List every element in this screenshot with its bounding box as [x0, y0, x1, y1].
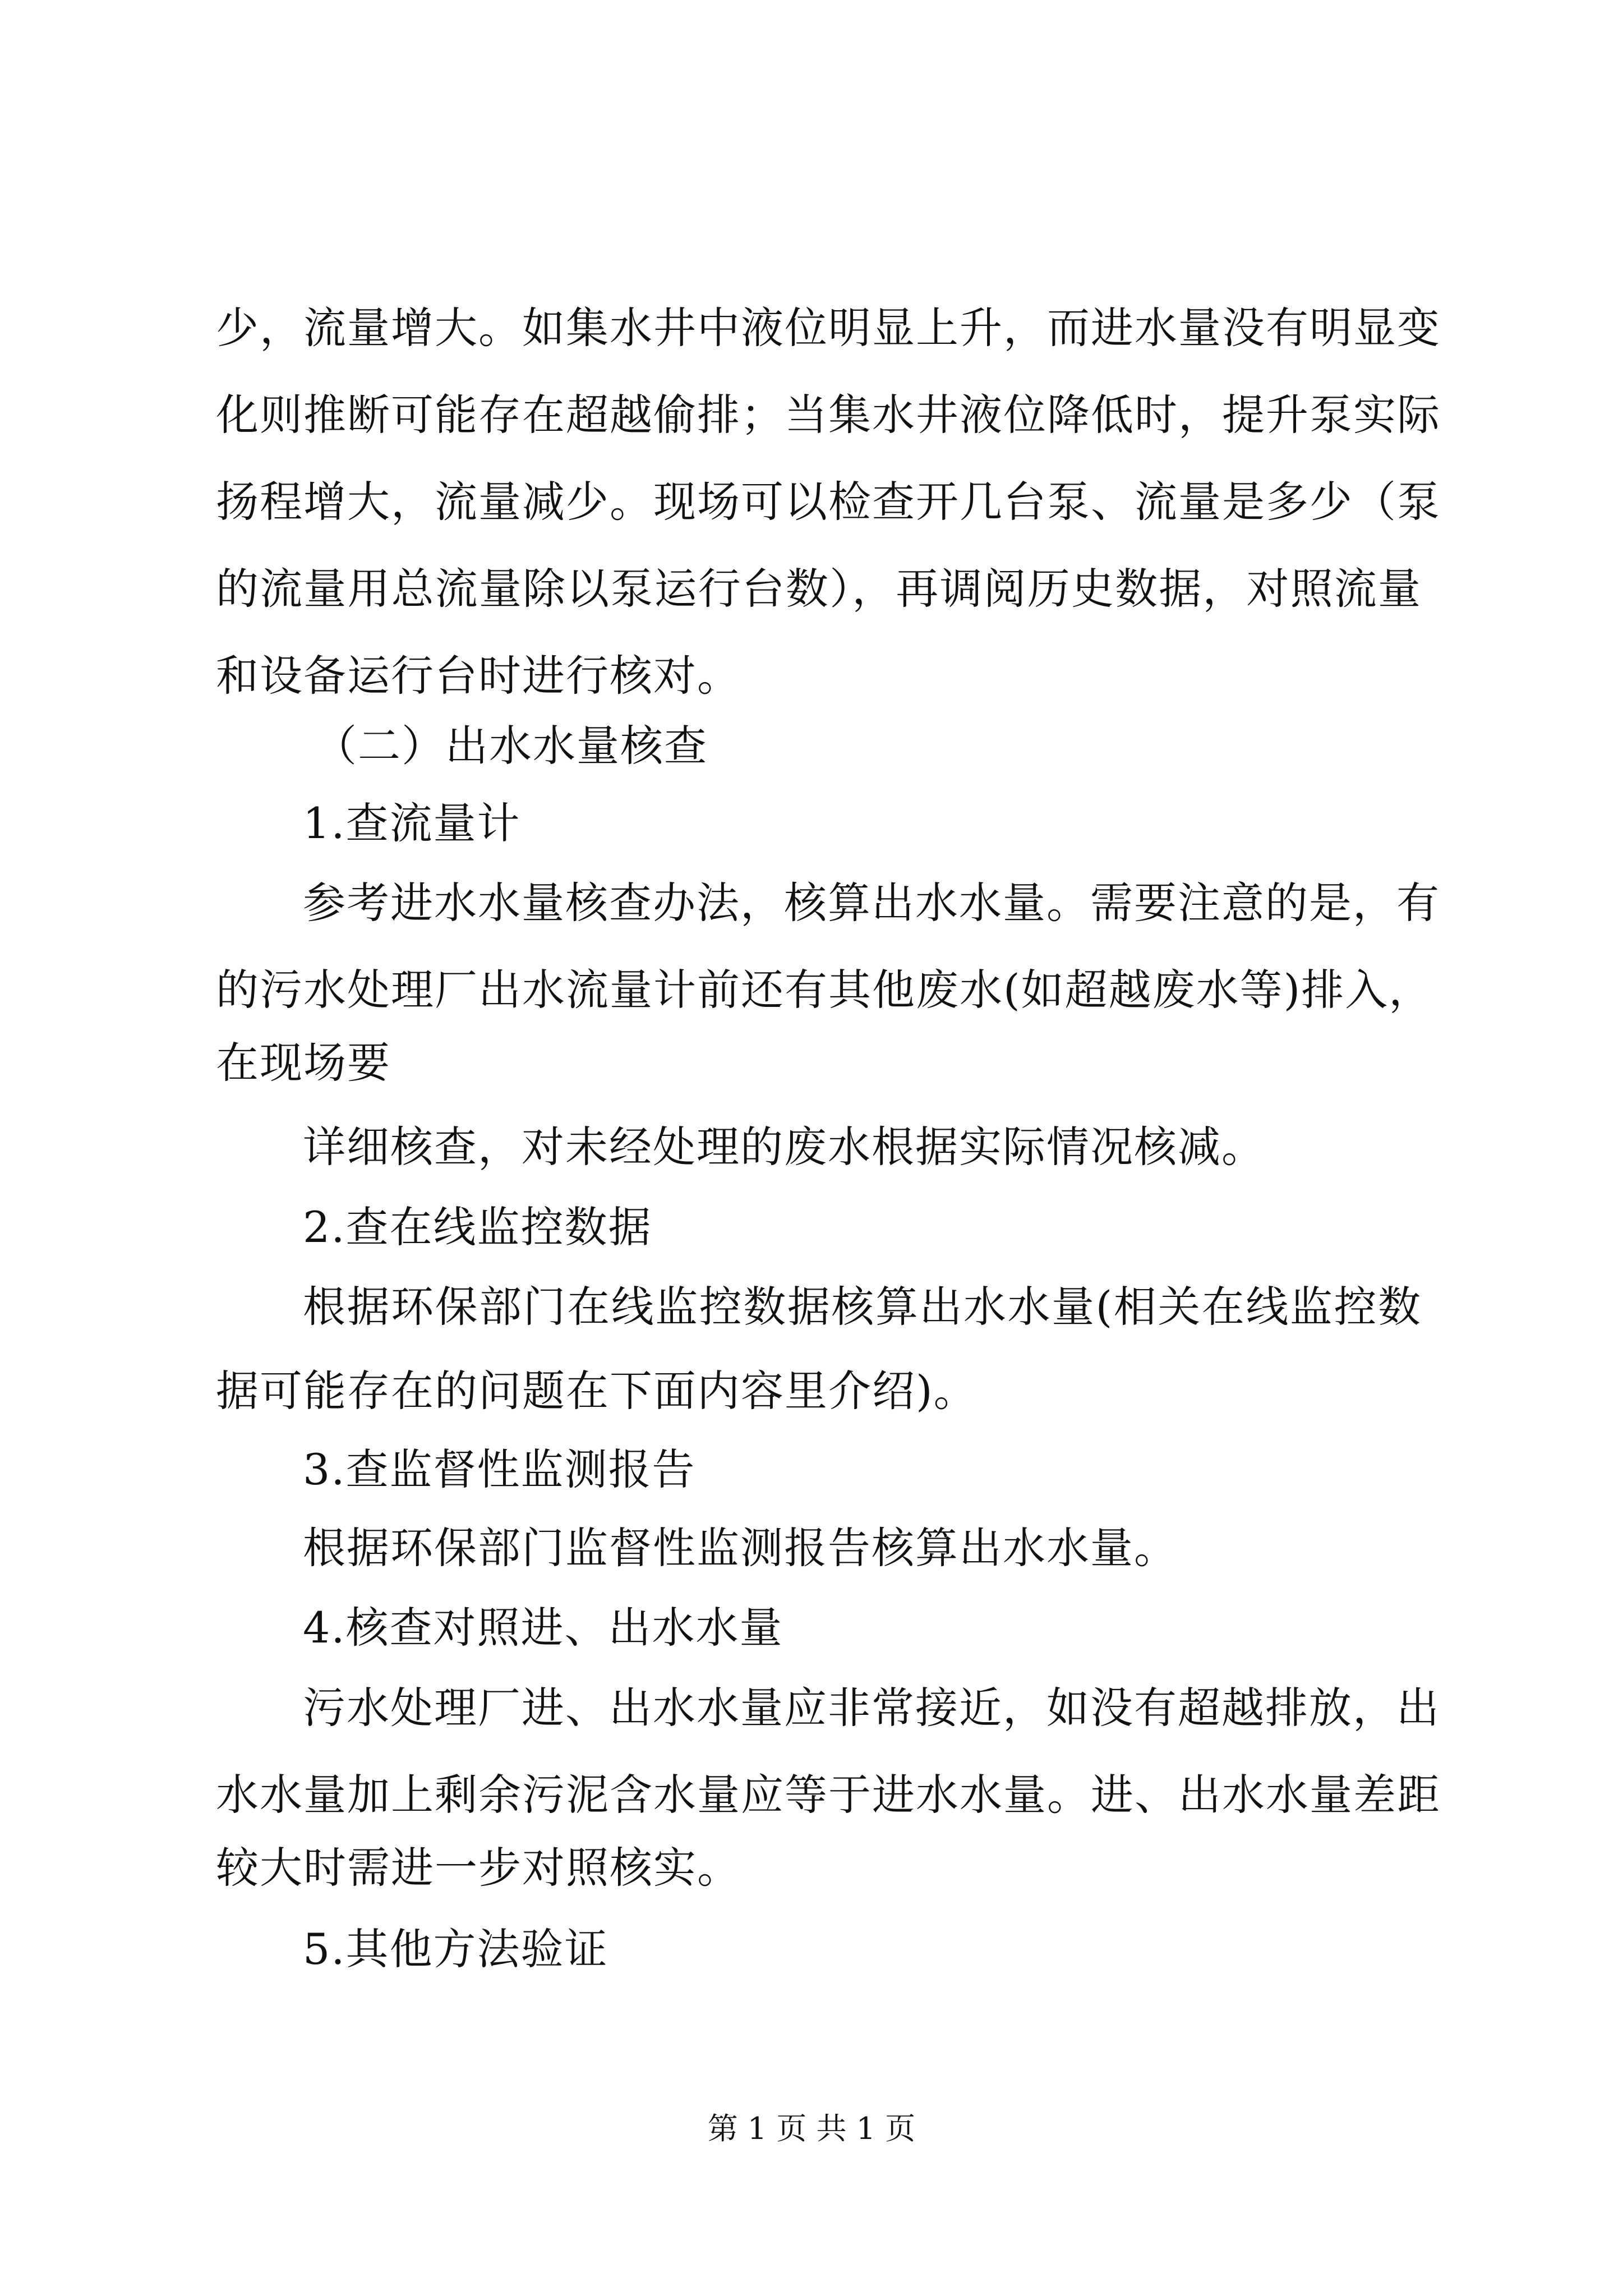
- paragraph-line: 据可能存在的问题在下面内容里介绍)。: [216, 1366, 978, 1416]
- paragraph-line: 较大时需进一步对照核实。: [216, 1843, 741, 1893]
- paragraph-line: 根据环保部门在线监控数据核算出水水量(相关在线监控数: [303, 1282, 1422, 1332]
- paragraph-line: 污水处理厂进、出水水量应非常接近，如没有超越排放，出: [303, 1683, 1440, 1733]
- paragraph-line: 和设备运行台时进行核对。: [216, 651, 741, 701]
- subsection-heading: 2.查在线监控数据: [303, 1202, 652, 1252]
- subsection-heading: 3.查监督性监测报告: [303, 1444, 696, 1494]
- paragraph-line: 化则推断可能存在超越偷排；当集水井液位降低时，提升泵实际: [216, 390, 1441, 440]
- paragraph-line: 少，流量增大。如集水井中液位明显上升，而进水量没有明显变: [216, 303, 1441, 353]
- subsection-heading: 4.核查对照进、出水水量: [303, 1603, 783, 1653]
- page-footer: 第 1 页 共 1 页: [707, 2111, 916, 2146]
- paragraph-line: 水水量加上剩余污泥含水量应等于进水水量。进、出水水量差距: [216, 1770, 1441, 1820]
- paragraph-line: 在现场要: [216, 1038, 391, 1088]
- section-heading: （二）出水水量核查: [314, 721, 708, 771]
- paragraph-line: 根据环保部门监督性监测报告核算出水水量。: [303, 1523, 1178, 1573]
- paragraph-line: 的流量用总流量除以泵运行台数），再调阅历史数据，对照流量: [216, 564, 1422, 614]
- paragraph-line: 详细核查，对未经处理的废水根据实际情况核减。: [303, 1122, 1265, 1172]
- paragraph-line: 的污水处理厂出水流量计前还有其他废水(如超越废水等)排入，: [216, 965, 1433, 1015]
- subsection-heading: 1.查流量计: [303, 798, 521, 848]
- subsection-heading: 5.其他方法验证: [303, 1924, 608, 1974]
- paragraph-line: 扬程增大，流量减少。现场可以检查开几台泵、流量是多少（泵: [216, 477, 1441, 527]
- paragraph-line: 参考进水水量核查办法，核算出水水量。需要注意的是，有: [303, 878, 1440, 928]
